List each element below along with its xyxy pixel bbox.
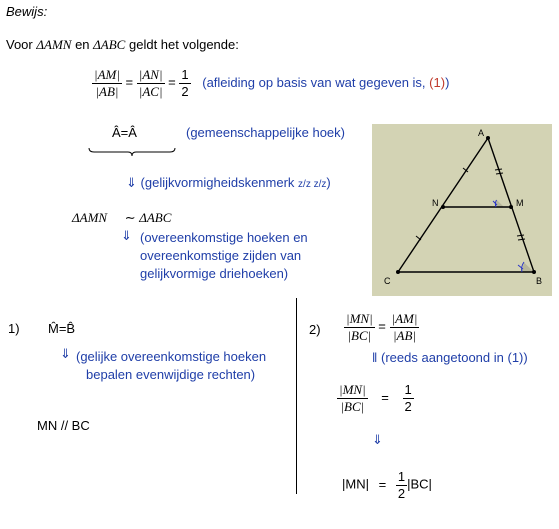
part2-half-ratio bbox=[337, 383, 414, 413]
fraction-one-half bbox=[396, 470, 407, 500]
fraction-denominator: |BC| bbox=[347, 327, 372, 343]
part1-conclusion: MN // BC bbox=[37, 418, 90, 433]
part1-number: 1) bbox=[8, 321, 20, 336]
label-a: A bbox=[478, 128, 485, 138]
column-divider bbox=[296, 298, 297, 494]
triangle-amn: ΔAMN bbox=[36, 37, 72, 52]
part1-equation: M̂=B̂ bbox=[48, 321, 76, 336]
ratio-line bbox=[92, 68, 449, 98]
fraction-denominator: 2 bbox=[181, 83, 189, 99]
fraction-denominator: |BC| bbox=[340, 398, 365, 414]
part2-ratio bbox=[344, 312, 419, 342]
ratio-note-text: (afleiding op basis van wat gegeven is, bbox=[202, 74, 426, 90]
similarity-explanation-1: (overeenkomstige hoeken en bbox=[140, 230, 308, 245]
angle-note: (gemeenschappelijke hoek) bbox=[186, 125, 345, 140]
fraction-denominator: |AB| bbox=[95, 83, 119, 99]
criterion-text: (gelijkvormigheidskenmerk bbox=[140, 175, 295, 190]
point-m bbox=[509, 205, 513, 209]
part2-note: (reeds aangetoond in (1)) bbox=[381, 350, 528, 365]
fraction-mn-bc bbox=[337, 383, 368, 413]
parallel-bar-icon: ‖ bbox=[372, 350, 378, 365]
similar-symbol: ∼ bbox=[124, 210, 136, 225]
fraction-denominator: 2 bbox=[404, 398, 412, 414]
part2-note-line bbox=[372, 350, 528, 365]
final-left: |MN| bbox=[342, 476, 369, 492]
fraction-numerator: 1 bbox=[181, 67, 189, 82]
fraction-numerator: |MN| bbox=[346, 311, 373, 326]
point-b bbox=[532, 270, 536, 274]
part1-explanation-2: bepalen evenwijdige rechten) bbox=[86, 367, 256, 382]
fraction-numerator: |AM| bbox=[391, 311, 418, 326]
triangle-abc: ΔABC bbox=[139, 210, 172, 225]
criterion-line bbox=[126, 175, 331, 191]
triangle-abc: ΔABC bbox=[93, 37, 126, 52]
down-arrow-icon: ⇓ bbox=[121, 228, 132, 243]
fraction-one-half bbox=[403, 383, 414, 413]
part1-explanation-1: (gelijke overeenkomstige hoeken bbox=[76, 349, 267, 364]
point-n bbox=[441, 205, 445, 209]
label-c: C bbox=[384, 276, 391, 286]
similarity-explanation-3: gelijkvormige driehoeken) bbox=[140, 266, 289, 281]
down-arrow-icon: ⇓ bbox=[60, 346, 71, 361]
similarity-line bbox=[72, 210, 171, 226]
fraction-one-half bbox=[179, 68, 190, 98]
intro-prefix: Voor bbox=[6, 37, 33, 52]
equals-sign: = bbox=[378, 476, 387, 492]
equals-sign: = bbox=[125, 74, 134, 90]
equals-sign: = bbox=[378, 318, 386, 334]
fraction-an-ac bbox=[137, 68, 165, 98]
final-right: |BC| bbox=[407, 476, 432, 492]
ratio-note bbox=[202, 75, 449, 90]
down-arrow-icon: ⇓ bbox=[372, 432, 383, 447]
fraction-am-ab bbox=[92, 68, 122, 98]
zz-symbol: z/z z/z bbox=[298, 179, 327, 190]
point-c bbox=[396, 270, 400, 274]
fraction-denominator: |AC| bbox=[138, 83, 163, 99]
fraction-numerator: |AM| bbox=[94, 67, 120, 82]
fraction-numerator: 1 bbox=[404, 382, 412, 397]
down-arrow-icon: ⇓ bbox=[126, 175, 137, 190]
label-n: N bbox=[432, 198, 439, 208]
proof-title: Bewijs: bbox=[6, 4, 48, 19]
fraction-denominator: 2 bbox=[397, 485, 406, 501]
intro-and: en bbox=[75, 37, 90, 52]
part2-number: 2) bbox=[309, 322, 321, 337]
intro-suffix: geldt het volgende: bbox=[128, 37, 239, 52]
similarity-explanation-2: overeenkomstige zijden van bbox=[140, 248, 302, 263]
fraction-numerator: |MN| bbox=[339, 382, 366, 397]
fraction-numerator: |AN| bbox=[138, 67, 163, 82]
underbrace bbox=[88, 146, 176, 158]
fraction-denominator: |AB| bbox=[392, 327, 416, 343]
label-b: B bbox=[536, 276, 543, 286]
fraction-am-ab bbox=[390, 312, 420, 342]
equals-sign: = bbox=[168, 74, 176, 90]
criterion-close: ) bbox=[326, 175, 331, 190]
intro-line bbox=[6, 37, 239, 53]
point-a bbox=[486, 136, 490, 140]
triangle-amn: ΔAMN bbox=[72, 210, 108, 225]
ratio-note-ref: (1) bbox=[429, 74, 446, 90]
part2-final bbox=[342, 470, 432, 500]
triangle-figure bbox=[372, 124, 552, 296]
angle-equality: Â=Â bbox=[112, 125, 137, 140]
equals-sign: = bbox=[381, 389, 389, 405]
ratio-note-close: ) bbox=[445, 74, 450, 90]
fraction-mn-bc bbox=[344, 312, 375, 342]
fraction-numerator: 1 bbox=[397, 469, 406, 484]
label-m: M bbox=[516, 198, 524, 208]
